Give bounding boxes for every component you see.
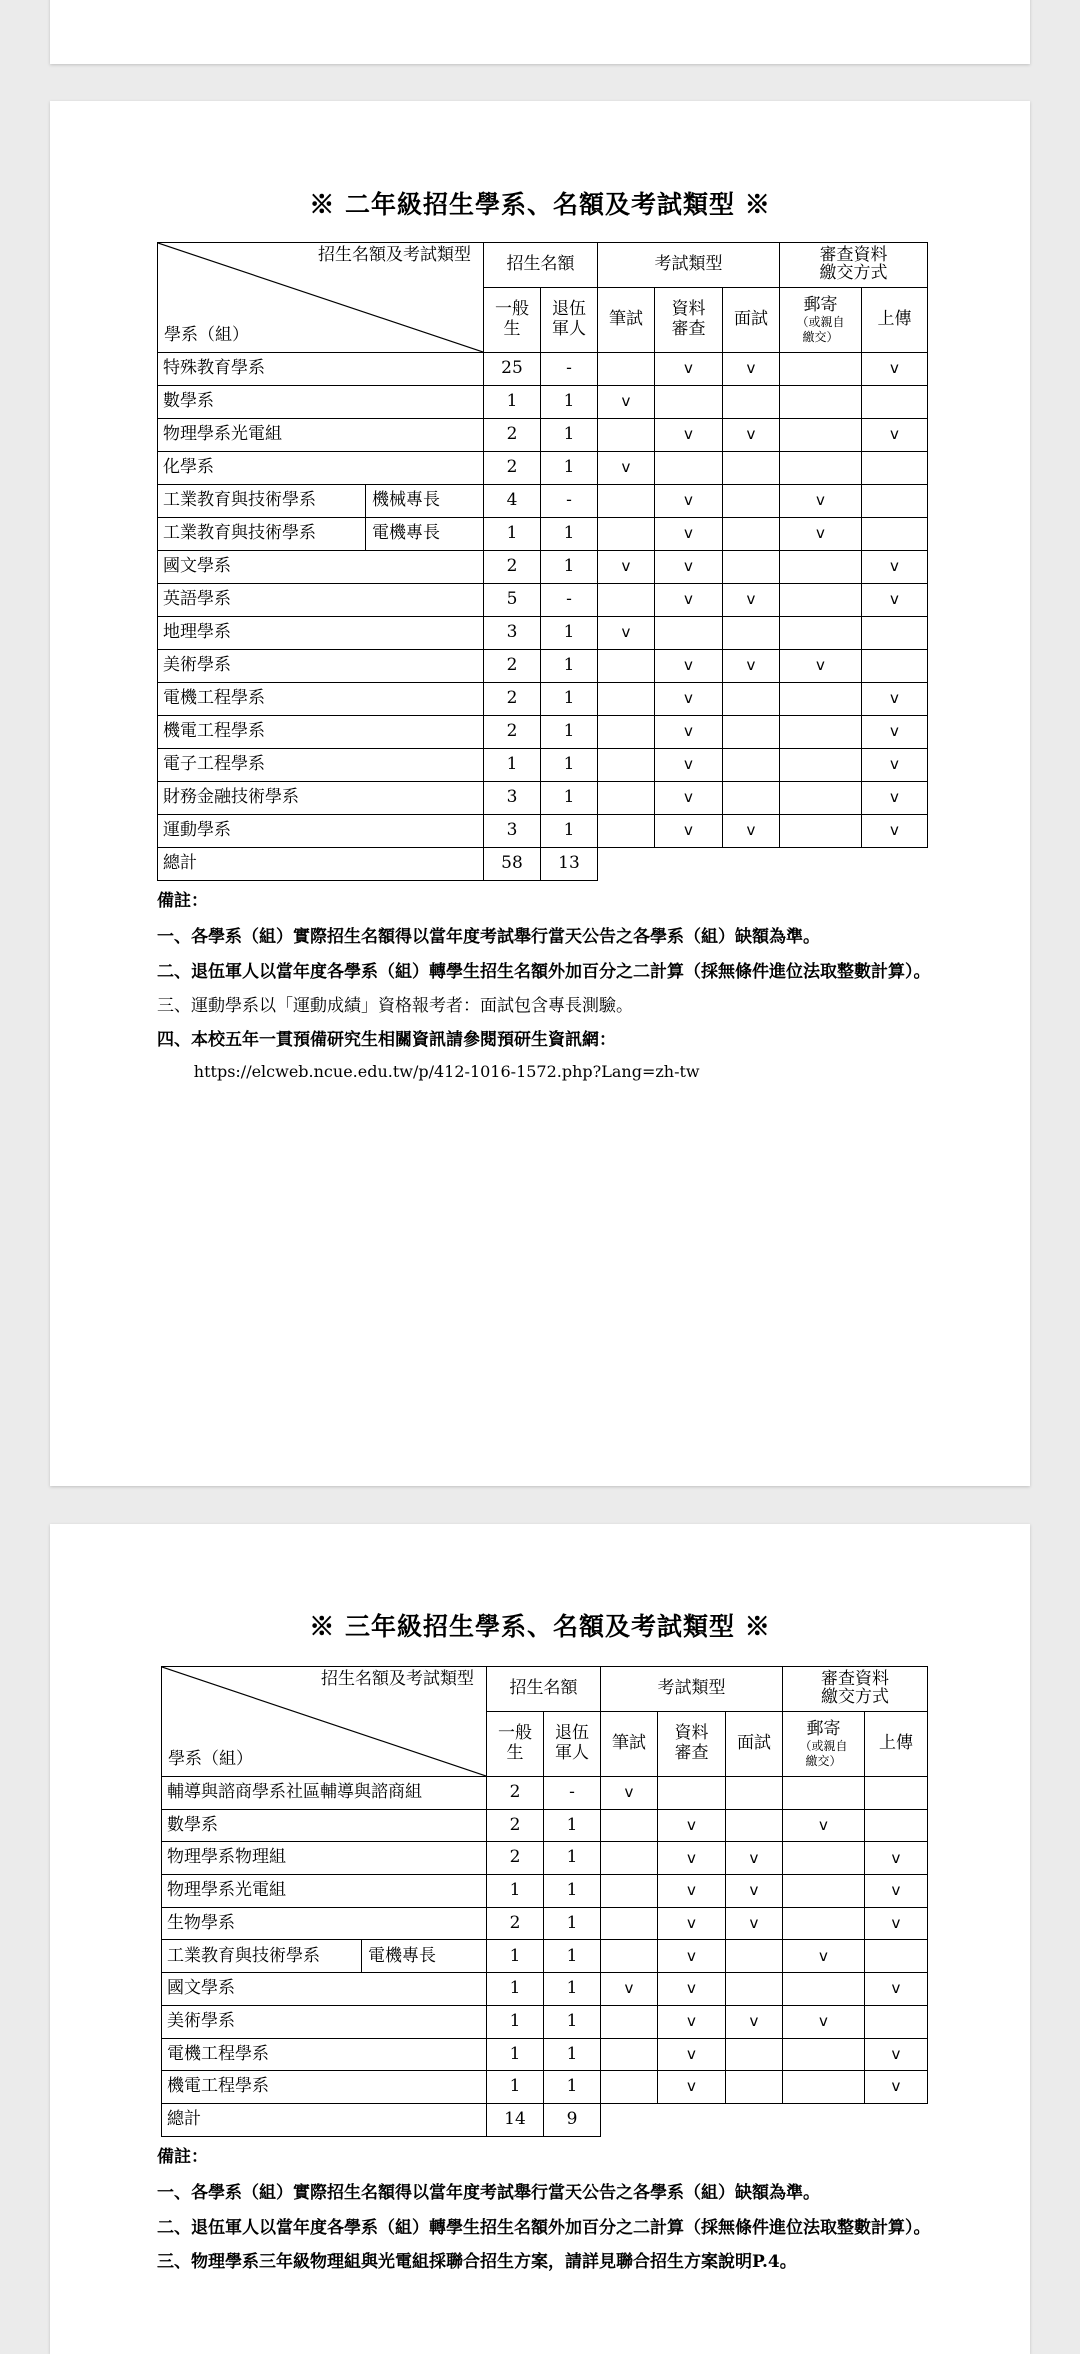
general-quota: 1 — [487, 1875, 544, 1908]
department-name: 地理學系 — [158, 617, 484, 650]
department-name: 英語學系 — [158, 584, 484, 617]
table-row — [158, 617, 928, 650]
mail-label: 郵寄 — [806, 1718, 841, 1739]
interview-check: v — [723, 419, 780, 452]
veteran-quota: 1 — [541, 452, 598, 485]
review-check: v — [655, 518, 723, 551]
interview-check — [726, 1973, 783, 2006]
upload-check: v — [865, 1875, 928, 1908]
interview-check: v — [726, 2005, 783, 2038]
mail-check — [780, 683, 862, 716]
review-check: v — [658, 1973, 726, 2006]
veteran-quota: 1 — [544, 2038, 601, 2071]
general-quota: 1 — [487, 2071, 544, 2104]
mail-check: v — [783, 1940, 865, 1973]
general-quota: 4 — [484, 485, 541, 518]
department-name: 生物學系 — [162, 1907, 487, 1940]
general-quota: 1 — [484, 749, 541, 782]
general-quota: 3 — [484, 815, 541, 848]
department-name: 輔導與諮商學系社區輔導與諮商組 — [162, 1777, 487, 1810]
veteran-quota: 1 — [541, 419, 598, 452]
table-row — [162, 1875, 928, 1908]
upload-check — [862, 650, 928, 683]
written-check — [598, 485, 655, 518]
mail-check — [780, 782, 862, 815]
general-quota: 2 — [487, 1842, 544, 1875]
veteran-quota: 1 — [544, 1842, 601, 1875]
table-row — [158, 551, 928, 584]
review-check: v — [658, 1842, 726, 1875]
mail-label: 郵寄 — [803, 294, 838, 315]
department-name: 工業教育與技術學系 — [158, 518, 366, 551]
header-row-groups — [162, 1667, 928, 1712]
upload-check: v — [862, 782, 928, 815]
review-check: v — [658, 2005, 726, 2038]
interview-check — [723, 782, 780, 815]
review-check: v — [655, 353, 723, 386]
total-label: 總計 — [158, 848, 484, 881]
interview-check — [726, 1777, 783, 1810]
review-check: v — [658, 2038, 726, 2071]
quota-table-grade2 — [157, 242, 928, 881]
veteran-quota: 1 — [541, 716, 598, 749]
general-quota: 2 — [487, 1777, 544, 1810]
interview-check: v — [726, 1907, 783, 1940]
upload-check: v — [862, 551, 928, 584]
review-check: v — [655, 650, 723, 683]
general-quota: 1 — [484, 386, 541, 419]
written-check: v — [598, 551, 655, 584]
written-check — [601, 1809, 658, 1842]
written-check: v — [601, 1777, 658, 1810]
total-veteran: 9 — [544, 2103, 601, 2136]
general-quota: 25 — [484, 353, 541, 386]
review-check — [655, 617, 723, 650]
written-check — [601, 1842, 658, 1875]
upload-header: 上傳 — [865, 1712, 928, 1777]
interview-check: v — [723, 584, 780, 617]
upload-check: v — [862, 584, 928, 617]
table-row — [158, 518, 928, 551]
note-1: 一、各學系（組）實際招生名額得以當年度考試舉行當天公告之各學系（組）缺額為準。 — [157, 2183, 820, 2204]
mail-check: v — [783, 1809, 865, 1842]
upload-check: v — [862, 353, 928, 386]
diagonal-header-cell — [162, 1667, 487, 1777]
interview-check — [723, 749, 780, 782]
quota-table-grade3 — [161, 1666, 928, 2137]
note-3: 三、運動學系以「運動成績」資格報考者：面試包含專長測驗。 — [157, 996, 633, 1017]
total-row — [158, 848, 928, 881]
header-row-groups — [158, 243, 928, 288]
interview-check — [726, 1809, 783, 1842]
mail-check: v — [780, 518, 862, 551]
veteran-quota: 1 — [541, 683, 598, 716]
upload-check — [865, 1777, 928, 1810]
total-label: 總計 — [162, 2103, 487, 2136]
interview-check — [723, 617, 780, 650]
interview-check — [723, 683, 780, 716]
review-check: v — [655, 749, 723, 782]
general-quota: 1 — [487, 1973, 544, 2006]
written-check — [601, 1940, 658, 1973]
review-check: v — [655, 551, 723, 584]
table-row — [158, 650, 928, 683]
exam-type-group-header: 考試類型 — [601, 1667, 783, 1712]
veteran-quota: 1 — [541, 782, 598, 815]
table-row — [158, 386, 928, 419]
mail-check — [780, 815, 862, 848]
mail-check: v — [780, 650, 862, 683]
review-check: v — [658, 1940, 726, 1973]
department-name: 國文學系 — [158, 551, 484, 584]
table-row — [162, 1973, 928, 2006]
mail-check — [780, 749, 862, 782]
mail-check — [780, 353, 862, 386]
mail-check: v — [780, 485, 862, 518]
interview-check: v — [723, 353, 780, 386]
department-name: 機電工程學系 — [158, 716, 484, 749]
general-quota: 3 — [484, 617, 541, 650]
empty-cell — [598, 848, 928, 881]
written-check — [598, 518, 655, 551]
upload-check — [862, 518, 928, 551]
upload-check: v — [865, 2071, 928, 2104]
veteran-quota: 1 — [544, 1907, 601, 1940]
mail-check — [783, 1973, 865, 2006]
general-quota: 2 — [484, 551, 541, 584]
document-review-header: 資料 審查 — [658, 1712, 726, 1777]
department-name: 電機工程學系 — [162, 2038, 487, 2071]
interview-header: 面試 — [726, 1712, 783, 1777]
notes-section — [157, 888, 987, 1085]
table-row — [158, 584, 928, 617]
table-row — [158, 452, 928, 485]
review-check: v — [658, 2071, 726, 2104]
mail-check — [780, 452, 862, 485]
review-check — [655, 386, 723, 419]
note-1: 一、各學系（組）實際招生名額得以當年度考試舉行當天公告之各學系（組）缺額為準。 — [157, 927, 820, 948]
department-specialty: 電機專長 — [366, 518, 484, 551]
written-check — [598, 749, 655, 782]
department-name: 美術學系 — [158, 650, 484, 683]
mail-check — [780, 617, 862, 650]
written-check: v — [601, 1973, 658, 2006]
review-check: v — [658, 1875, 726, 1908]
mail-check — [783, 1842, 865, 1875]
exam-type-group-header: 考試類型 — [598, 243, 780, 288]
table-row — [158, 716, 928, 749]
note-4-suffix: ： — [599, 1030, 616, 1051]
veteran-quota: - — [541, 584, 598, 617]
department-name: 特殊教育學系 — [158, 353, 484, 386]
review-check: v — [658, 1907, 726, 1940]
table-row — [162, 1907, 928, 1940]
note-4 — [157, 1027, 987, 1053]
diagonal-top-label: 招生名額及考試類型 — [321, 1669, 474, 1689]
veteran-quota: 1 — [544, 1940, 601, 1973]
veteran-quota: 1 — [544, 2071, 601, 2104]
mail-note: （或親自 繳交） — [799, 1739, 848, 1768]
interview-check — [726, 2038, 783, 2071]
document-page-grade3 — [50, 1524, 1030, 2354]
notes-heading: 備註： — [157, 2147, 208, 2167]
veteran-quota: 1 — [541, 518, 598, 551]
mail-header — [783, 1712, 865, 1777]
interview-check: v — [723, 815, 780, 848]
table-row — [158, 419, 928, 452]
department-specialty: 機械專長 — [366, 485, 484, 518]
department-name: 電子工程學系 — [158, 749, 484, 782]
mail-check — [783, 2071, 865, 2104]
submit-method-group-header: 審查資料 繳交方式 — [783, 1667, 928, 1712]
upload-check — [862, 485, 928, 518]
veteran-quota: 1 — [541, 386, 598, 419]
written-check — [598, 584, 655, 617]
written-check — [598, 683, 655, 716]
department-specialty: 電機專長 — [362, 1940, 487, 1973]
department-name: 物理學系光電組 — [158, 419, 484, 452]
table-row — [158, 749, 928, 782]
veteran-quota: 1 — [544, 1973, 601, 2006]
general-quota: 2 — [487, 1809, 544, 1842]
upload-check — [862, 617, 928, 650]
page-title: ※ 三年級招生學系、名額及考試類型 ※ — [309, 1612, 771, 1641]
total-veteran: 13 — [541, 848, 598, 881]
table-row — [162, 1940, 928, 1973]
upload-check: v — [865, 1907, 928, 1940]
interview-check — [723, 452, 780, 485]
upload-check — [862, 386, 928, 419]
upload-check: v — [862, 749, 928, 782]
general-quota: 2 — [484, 452, 541, 485]
review-check: v — [655, 815, 723, 848]
table-row — [158, 683, 928, 716]
veteran-quota: 1 — [544, 1809, 601, 1842]
department-name: 電機工程學系 — [158, 683, 484, 716]
total-general: 58 — [484, 848, 541, 881]
table-row — [158, 815, 928, 848]
upload-check — [862, 452, 928, 485]
total-row — [162, 2103, 928, 2136]
department-name: 物理學系光電組 — [162, 1875, 487, 1908]
general-student-header: 一般 生 — [487, 1712, 544, 1777]
upload-check: v — [865, 2038, 928, 2071]
veteran-quota: 1 — [541, 551, 598, 584]
upload-check: v — [862, 419, 928, 452]
written-check — [598, 353, 655, 386]
page-title: ※ 二年級招生學系、名額及考試類型 ※ — [309, 190, 771, 219]
interview-check — [726, 2071, 783, 2104]
diagonal-bottom-label: 學系（組） — [168, 1749, 253, 1770]
general-quota: 5 — [484, 584, 541, 617]
mail-check — [783, 2038, 865, 2071]
review-check: v — [658, 1809, 726, 1842]
general-quota: 2 — [484, 683, 541, 716]
department-name: 美術學系 — [162, 2005, 487, 2038]
note-4-prefix: 四、本校五年一貫預備研究生相關資訊請參閱 — [157, 1030, 497, 1051]
written-check — [598, 716, 655, 749]
veteran-quota: 1 — [541, 749, 598, 782]
upload-check: v — [865, 1842, 928, 1875]
review-check: v — [655, 584, 723, 617]
department-name: 財務金融技術學系 — [158, 782, 484, 815]
interview-check — [723, 551, 780, 584]
interview-check — [723, 518, 780, 551]
notes-heading: 備註： — [157, 891, 208, 911]
diagonal-header-cell — [158, 243, 484, 353]
interview-check: v — [726, 1875, 783, 1908]
table-row — [158, 782, 928, 815]
review-check — [658, 1777, 726, 1810]
mail-check — [783, 1907, 865, 1940]
mail-note: （或親自 繳交） — [796, 315, 845, 344]
mail-check: v — [783, 2005, 865, 2038]
review-check: v — [655, 716, 723, 749]
general-quota: 1 — [487, 1940, 544, 1973]
written-exam-header: 筆試 — [598, 288, 655, 353]
upload-check: v — [862, 716, 928, 749]
table-row — [162, 2038, 928, 2071]
general-quota: 2 — [484, 650, 541, 683]
general-quota: 3 — [484, 782, 541, 815]
diagonal-bottom-label: 學系（組） — [164, 325, 249, 346]
written-check — [598, 815, 655, 848]
department-name: 工業教育與技術學系 — [162, 1940, 362, 1973]
department-name: 機電工程學系 — [162, 2071, 487, 2104]
diagonal-top-label: 招生名額及考試類型 — [318, 245, 471, 265]
written-exam-header: 筆試 — [601, 1712, 658, 1777]
upload-check: v — [862, 683, 928, 716]
submit-method-group-header: 審查資料 繳交方式 — [780, 243, 928, 288]
notes-section — [157, 2144, 987, 2283]
table-row — [162, 1809, 928, 1842]
department-name: 運動學系 — [158, 815, 484, 848]
general-quota: 2 — [484, 419, 541, 452]
general-quota: 1 — [487, 2038, 544, 2071]
written-check — [598, 419, 655, 452]
review-check — [655, 452, 723, 485]
mail-check — [783, 1777, 865, 1810]
mail-check — [783, 1875, 865, 1908]
written-check: v — [598, 386, 655, 419]
note-2: 二、退伍軍人以當年度各學系（組）轉學生招生名額外加百分之二計算（採無條件進位法取整數計算）。 — [157, 2217, 931, 2238]
interview-check — [726, 1940, 783, 1973]
written-check — [601, 2038, 658, 2071]
general-quota: 1 — [487, 2005, 544, 2038]
upload-check — [865, 1940, 928, 1973]
mail-check — [780, 386, 862, 419]
empty-cell — [601, 2103, 928, 2136]
table-row — [162, 1777, 928, 1810]
veteran-quota: 1 — [541, 617, 598, 650]
upload-check: v — [862, 815, 928, 848]
table-row — [158, 353, 928, 386]
upload-header: 上傳 — [862, 288, 928, 353]
quota-group-header: 招生名額 — [484, 243, 598, 288]
mail-check — [780, 419, 862, 452]
upload-check: v — [865, 1973, 928, 2006]
interview-check: v — [726, 1842, 783, 1875]
written-check — [598, 650, 655, 683]
general-quota: 1 — [484, 518, 541, 551]
written-check — [598, 782, 655, 815]
note-2: 二、退伍軍人以當年度各學系（組）轉學生招生名額外加百分之二計算（採無條件進位法取整數計算）。 — [157, 961, 931, 982]
interview-header: 面試 — [723, 288, 780, 353]
veteran-quota: 1 — [544, 1875, 601, 1908]
general-student-header: 一般 生 — [484, 288, 541, 353]
quota-group-header: 招生名額 — [487, 1667, 601, 1712]
upload-check — [865, 1809, 928, 1842]
veteran-quota: - — [541, 353, 598, 386]
document-page-previous — [50, 0, 1030, 64]
table-row — [162, 1842, 928, 1875]
review-check: v — [655, 683, 723, 716]
total-general: 14 — [487, 2103, 544, 2136]
veteran-quota: 1 — [544, 2005, 601, 2038]
written-check — [601, 2071, 658, 2104]
mail-check — [780, 551, 862, 584]
veteran-quota: 1 — [541, 650, 598, 683]
table-row — [162, 2005, 928, 2038]
interview-check — [723, 485, 780, 518]
veteran-quota: - — [544, 1777, 601, 1810]
interview-check — [723, 386, 780, 419]
veteran-header: 退伍 軍人 — [541, 288, 598, 353]
written-check — [601, 1907, 658, 1940]
document-page-grade2 — [50, 101, 1030, 1486]
general-quota: 2 — [487, 1907, 544, 1940]
mail-header — [780, 288, 862, 353]
department-name: 數學系 — [162, 1809, 487, 1842]
department-name: 物理學系物理組 — [162, 1842, 487, 1875]
department-name: 數學系 — [158, 386, 484, 419]
veteran-quota: 1 — [541, 815, 598, 848]
department-name: 工業教育與技術學系 — [158, 485, 366, 518]
note-3: 三、物理學系三年級物理組與光電組採聯合招生方案，請詳見聯合招生方案說明P.4。 — [157, 2252, 797, 2273]
mail-check — [780, 584, 862, 617]
written-check: v — [598, 452, 655, 485]
veteran-header: 退伍 軍人 — [544, 1712, 601, 1777]
note-4-link-label: 預研生資訊網 — [497, 1030, 599, 1051]
department-name: 國文學系 — [162, 1973, 487, 2006]
general-quota: 2 — [484, 716, 541, 749]
interview-check — [723, 716, 780, 749]
department-name: 化學系 — [158, 452, 484, 485]
review-check: v — [655, 782, 723, 815]
table-row — [158, 485, 928, 518]
interview-check: v — [723, 650, 780, 683]
review-check: v — [655, 485, 723, 518]
research-info-link[interactable]: https://elcweb.ncue.edu.tw/p/412-1016-1572.php?Lang=zh-tw — [193, 1061, 700, 1081]
veteran-quota: - — [541, 485, 598, 518]
table-row — [162, 2071, 928, 2104]
review-check: v — [655, 419, 723, 452]
upload-check — [865, 2005, 928, 2038]
written-check — [601, 2005, 658, 2038]
mail-check — [780, 716, 862, 749]
written-check: v — [598, 617, 655, 650]
document-review-header: 資料 審查 — [655, 288, 723, 353]
written-check — [601, 1875, 658, 1908]
